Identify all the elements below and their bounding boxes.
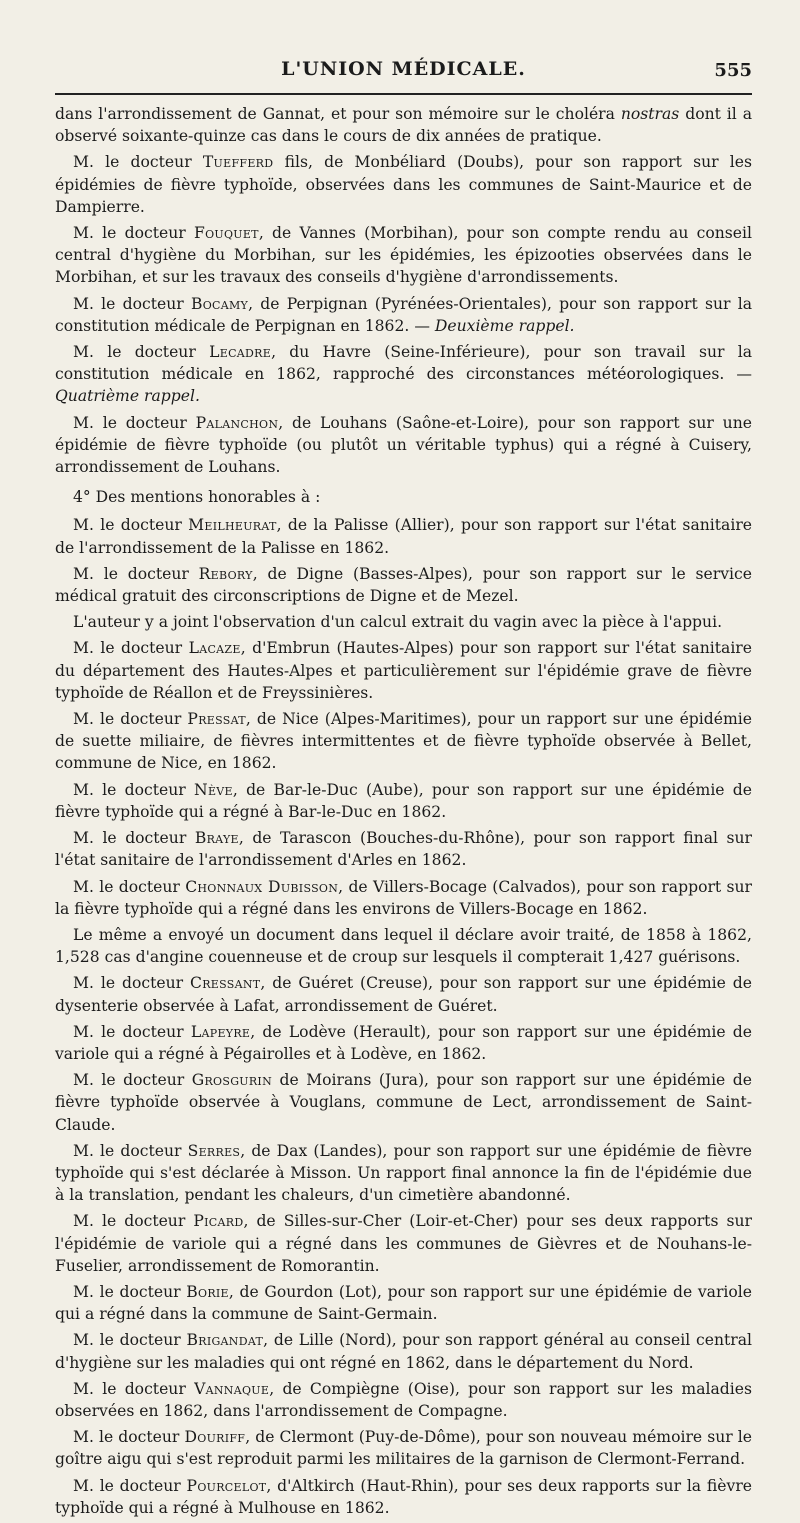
text-run: dont il a observé soixante-quinze cas dans le cours de dix années de pratique. [55, 105, 752, 146]
text-run: M. le docteur [73, 974, 190, 993]
text-run: , d'Embrun (Hautes-Alpes) pour son rapport sur l'état sanitaire du département des Hautes-Alpes et particulièrement sur l'épidémie grave de fièvre typhoïde de Réallon et de Freyssinières. [55, 639, 752, 702]
doctor-name: Cressant [189, 974, 261, 993]
doctor-name: Nève [194, 780, 233, 799]
paragraph [55, 708, 752, 775]
doctor-name: Lapeyre [190, 1022, 251, 1041]
text-run: , de Lodève (Herault), pour son rapport sur une épidémie de variole qui a régné à Pégairolles et à Lodève, en 1862. [55, 1022, 752, 1063]
text-run: , du Havre (Seine-Inférieure), pour son travail sur la constitution médicale en 1862, rapproché des circonstances météorologiques. — [55, 343, 752, 384]
paragraph [55, 103, 752, 147]
text-run: M. le docteur [73, 1331, 187, 1350]
text-run: , de Silles-sur-Cher (Loir-et-Cher) pour ses deux rapports sur l'épidémie de variole qui a régné dans les communes de Gièvres et de Nouhans-le-Fuselier, arrondissement de Romorantin. [55, 1212, 752, 1275]
doctor-name: Lecadre [209, 343, 272, 362]
text-run: Le même a envoyé un document dans lequel il déclare avoir traité, de 1858 à 1862, 1,528 cas d'angine couenneuse et de croup sur lesquels il compterait 1,427 guérisons. [55, 925, 752, 967]
doctor-name: Fouquet [193, 224, 259, 243]
text-run: M. le docteur [73, 294, 191, 313]
text-run: de Moirans (Jura), pour son rapport sur une épidémie de fièvre typhoïde observée à Vouglans, commune de Lect, arrondissement de Saint-Claude. [55, 1071, 752, 1134]
doctor-name: Borie [186, 1282, 229, 1301]
paragraph [55, 1140, 752, 1207]
text-run: 4° Des mentions honorables à : [73, 488, 321, 507]
paragraph [55, 563, 752, 607]
paragraph [55, 1281, 752, 1325]
text-run: , de Lille (Nord), pour son rapport général au conseil central d'hygiène sur les maladies qui ont régné en 1862, dans le département du Nord. [55, 1331, 752, 1372]
doctor-name: Tuefferd [202, 153, 274, 172]
doctor-name: Palanchon [195, 413, 279, 432]
text-run: , de Digne (Basses-Alpes), pour son rapport sur le service médical gratuit des circonscriptions de Digne et de Mezel. [55, 564, 752, 606]
italic-text: Quatrième rappel. [55, 387, 200, 406]
paragraph [55, 1329, 752, 1373]
text-run: dans l'arrondissement de Gannat, et pour son mémoire sur le choléra [55, 105, 621, 123]
text-run: L'auteur y a joint l'observation d'un calcul extrait du vagin avec la pièce à l'appui. [73, 613, 723, 632]
text-run: M. le docteur [73, 1282, 187, 1301]
text-run: , de Tarascon (Bouches-du-Rhône), pour son rapport final sur l'état sanitaire de l'arrondissement d'Arles en 1862. [55, 829, 752, 870]
text-run: , de Gourdon (Lot), pour son rapport sur une épidémie de variole qui a régné dans la commune de Saint-Germain. [55, 1282, 753, 1324]
doctor-name: Serres [187, 1141, 241, 1160]
text-run: M. le docteur [73, 1141, 188, 1160]
paragraph [55, 779, 752, 823]
text-run: , de Vannes (Morbihan), pour son compte rendu au conseil central d'hygiène du Morbihan, sur les épidémies, les épizooties observées dans le Morbihan, et sur les travaux des conseils d'hygiène d'arrondissements. [55, 224, 753, 287]
doctor-name: Pressat [187, 710, 246, 729]
paragraph [55, 924, 752, 968]
paragraph [55, 876, 752, 920]
text-run: M. le docteur [73, 153, 203, 172]
doctor-name: Brigandat [186, 1331, 264, 1350]
text-run: , de Guéret (Creuse), pour son rapport sur une épidémie de dysenterie observée à Lafat, arrondissement de Guéret. [55, 974, 752, 1015]
text-run: , de Bar-le-Duc (Aube), pour son rapport sur une épidémie de fièvre typhoïde qui a régné à Bar-le-Duc en 1862. [55, 780, 752, 821]
paragraph [55, 1426, 752, 1470]
paragraph [55, 412, 752, 479]
doctor-name: Pourcelot [186, 1476, 267, 1495]
text-run: M. le docteur [73, 1022, 191, 1041]
text-run: M. le docteur [73, 877, 186, 896]
doctor-name: Grosgurin [191, 1071, 273, 1090]
paragraph [55, 293, 752, 337]
text-run: , de Villers-Bocage (Calvados), pour son rapport sur la fièvre typhoïde qui a régné dans les environs de Villers-Bocage en 1862. [55, 877, 752, 918]
doctor-name: Braye [194, 829, 239, 848]
text-run: , de Perpignan (Pyrénées-Orientales), pour son rapport sur la constitution médicale de Perpignan en 1862. — [55, 294, 753, 335]
text-run: M. le docteur [73, 780, 194, 799]
text-run: M. le docteur [73, 1428, 185, 1447]
doctor-name: Vannaque [194, 1379, 270, 1398]
text-run: , de Clermont (Puy-de-Dôme), pour son nouveau mémoire sur le goître aigu qui s'est reproduit parmi les militaires de la garnison de Clermont-Ferrand. [55, 1428, 752, 1469]
doctor-name: Rebory [198, 564, 253, 583]
doctor-name: Lacaze [188, 639, 241, 658]
text-run: M. le docteur [73, 639, 189, 658]
italic-text: nostras [620, 105, 680, 123]
page-number: 555 [714, 60, 752, 81]
paragraph [55, 972, 752, 1016]
paragraph [55, 611, 752, 633]
text-run: M. le docteur [73, 413, 196, 432]
paragraph [55, 341, 752, 408]
text-run: M. le docteur [73, 224, 194, 243]
paragraph [55, 222, 752, 289]
paragraph [55, 151, 752, 218]
page-header [55, 58, 752, 90]
text-run: , de Compiègne (Oise), pour son rapport sur les maladies observées en 1862, dans l'arrondissement de Compagne. [55, 1379, 752, 1420]
text-run: M. le docteur [73, 516, 189, 535]
italic-text: Deuxième rappel. [434, 316, 575, 335]
text-run: M. le docteur [73, 1071, 192, 1090]
paragraph [55, 1210, 752, 1277]
paragraph [55, 637, 752, 704]
text-run: M. le docteur [73, 564, 199, 583]
text-run: , de Nice (Alpes-Maritimes), pour un rapport sur une épidémie de suette miliaire, de fièvres intermittentes et de fièvre typhoïde observée à Bellet, commune de Nice, en 1862. [55, 710, 752, 773]
text-run: , de Dax (Landes), pour son rapport sur une épidémie de fièvre typhoïde qui s'est déclarée à Misson. Un rapport final annonce la fin de l'épidémie due à la translation, pendant les chaleurs, d'un cimetière abandonné. [55, 1141, 753, 1205]
paragraph [55, 514, 752, 558]
text-run: , de Louhans (Saône-et-Loire), pour son rapport sur une épidémie de fièvre typhoïde (ou plutôt un véritable typhus) qui a régné à Cuisery, arrondissement de Louhans. [55, 413, 752, 477]
running-title: L'UNION MÉDICALE. [281, 58, 526, 80]
paragraph [55, 1378, 752, 1422]
text-run: M. le docteur [73, 829, 195, 848]
text-run: fils, de Monbéliard (Doubs), pour son rapport sur les épidémies de fièvre typhoïde, observées dans les communes de Saint-Maurice et de Dampierre. [55, 153, 752, 216]
section-heading [55, 486, 752, 508]
paragraph [55, 1475, 752, 1519]
text-run: M. le docteur [73, 1379, 195, 1398]
text-run: , d'Altkirch (Haut-Rhin), pour ses deux rapports sur la fièvre typhoïde qui a régné à Mulhouse en 1862. [55, 1476, 752, 1517]
paragraph [55, 1021, 752, 1065]
paragraph [55, 1069, 752, 1136]
header-rule [55, 93, 752, 95]
doctor-name: Chonnaux Dubisson [185, 877, 339, 896]
text-run: M. le docteur [73, 343, 210, 362]
paragraph [55, 827, 752, 871]
doctor-name: Picard [193, 1212, 244, 1231]
doctor-name: Bocamy [190, 294, 249, 313]
doctor-name: Meilheurat [188, 516, 277, 535]
doctor-name: Douriff [184, 1428, 246, 1447]
text-run: , de la Palisse (Allier), pour son rapport sur l'état sanitaire de l'arrondissement de la Palisse en 1862. [55, 516, 752, 557]
body-text [55, 103, 752, 1523]
text-run: M. le docteur [73, 1476, 187, 1495]
text-run: M. le docteur [73, 1212, 194, 1231]
text-run: M. le docteur [73, 710, 188, 729]
